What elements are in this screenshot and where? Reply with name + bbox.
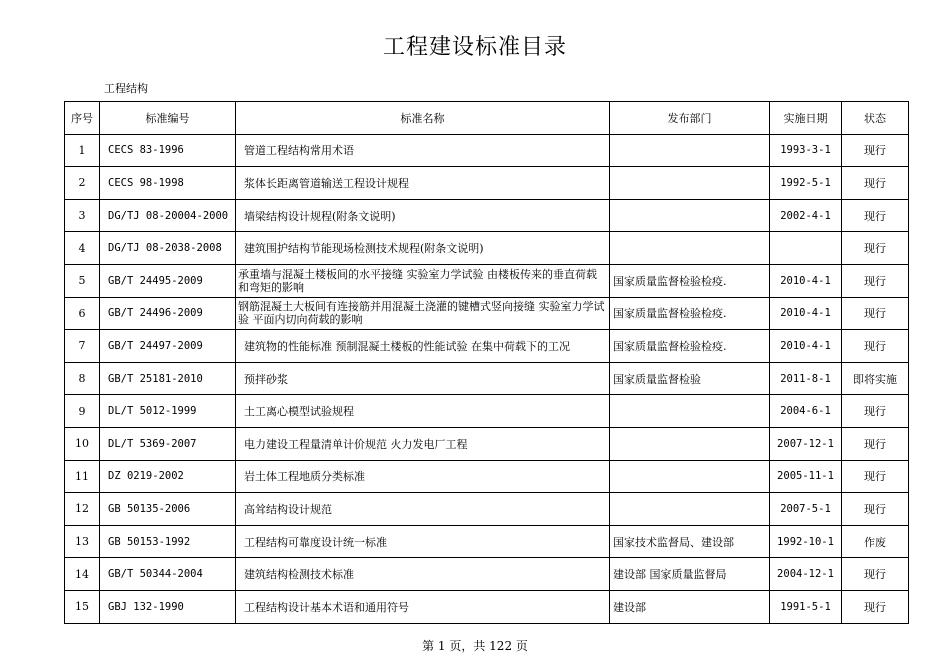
cell-code: DL/T 5369-2007 bbox=[100, 427, 236, 460]
cell-dept: 国家质量监督检验检疫. bbox=[610, 330, 770, 363]
cell-date: 2002-4-1 bbox=[770, 199, 842, 232]
cell-code: GB/T 24497-2009 bbox=[100, 330, 236, 363]
cell-status: 现行 bbox=[842, 427, 909, 460]
cell-date: 1992-5-1 bbox=[770, 167, 842, 200]
cell-seq: 10 bbox=[65, 427, 100, 460]
cell-status: 现行 bbox=[842, 590, 909, 623]
cell-code: GBJ 132-1990 bbox=[100, 590, 236, 623]
cell-name: 工程结构设计基本术语和通用符号 bbox=[236, 590, 610, 623]
cell-name: 电力建设工程量清单计价规范 火力发电厂工程 bbox=[236, 427, 610, 460]
header-code: 标准编号 bbox=[100, 102, 236, 135]
cell-dept: 建设部 bbox=[610, 590, 770, 623]
cell-code: CECS 83-1996 bbox=[100, 134, 236, 167]
table-row bbox=[65, 427, 909, 460]
cell-name: 建筑围护结构节能现场检测技术规程(附条文说明) bbox=[236, 232, 610, 265]
standards-table bbox=[64, 101, 909, 624]
cell-name: 岩土体工程地质分类标准 bbox=[236, 460, 610, 493]
cell-dept: 国家质量监督检验检疫. bbox=[610, 264, 770, 297]
table-row bbox=[65, 297, 909, 330]
cell-status: 现行 bbox=[842, 264, 909, 297]
cell-dept bbox=[610, 460, 770, 493]
cell-code: CECS 98-1998 bbox=[100, 167, 236, 200]
cell-date: 1993-3-1 bbox=[770, 134, 842, 167]
header-status: 状态 bbox=[842, 102, 909, 135]
cell-dept bbox=[610, 493, 770, 526]
header-date: 实施日期 bbox=[770, 102, 842, 135]
cell-date: 2011-8-1 bbox=[770, 362, 842, 395]
cell-code: GB 50135-2006 bbox=[100, 493, 236, 526]
cell-name: 建筑物的性能标准 预制混凝土楼板的性能试验 在集中荷载下的工况 bbox=[236, 330, 610, 363]
cell-name: 浆体长距离管道输送工程设计规程 bbox=[236, 167, 610, 200]
cell-name: 钢筋混凝土大板间有连接筋并用混凝土浇灌的键槽式竖向接缝 实验室力学试验 平面内切向荷载的影响 bbox=[236, 297, 610, 330]
cell-date: 2010-4-1 bbox=[770, 297, 842, 330]
cell-date: 2007-5-1 bbox=[770, 493, 842, 526]
cell-date bbox=[770, 232, 842, 265]
cell-seq: 8 bbox=[65, 362, 100, 395]
cell-status: 现行 bbox=[842, 395, 909, 428]
cell-seq: 12 bbox=[65, 493, 100, 526]
cell-dept: 国家质量监督检验 bbox=[610, 362, 770, 395]
table-row bbox=[65, 460, 909, 493]
cell-dept: 国家质量监督检验检疫. bbox=[610, 297, 770, 330]
header-name: 标准名称 bbox=[236, 102, 610, 135]
cell-seq: 9 bbox=[65, 395, 100, 428]
table-row bbox=[65, 232, 909, 265]
table-row bbox=[65, 134, 909, 167]
cell-status: 现行 bbox=[842, 199, 909, 232]
cell-date: 1991-5-1 bbox=[770, 590, 842, 623]
cell-status: 现行 bbox=[842, 134, 909, 167]
cell-code: GB/T 24496-2009 bbox=[100, 297, 236, 330]
cell-code: GB/T 25181-2010 bbox=[100, 362, 236, 395]
cell-name: 预拌砂浆 bbox=[236, 362, 610, 395]
cell-date: 2004-6-1 bbox=[770, 395, 842, 428]
cell-status: 现行 bbox=[842, 493, 909, 526]
cell-code: GB/T 24495-2009 bbox=[100, 264, 236, 297]
cell-status: 现行 bbox=[842, 167, 909, 200]
cell-code: GB 50153-1992 bbox=[100, 525, 236, 558]
table-row bbox=[65, 493, 909, 526]
cell-seq: 14 bbox=[65, 558, 100, 591]
cell-status: 现行 bbox=[842, 460, 909, 493]
table-row bbox=[65, 167, 909, 200]
cell-name: 承重墙与混凝土楼板间的水平接缝 实验室力学试验 由楼板传来的垂直荷载和弯矩的影响 bbox=[236, 264, 610, 297]
table-row bbox=[65, 395, 909, 428]
cell-seq: 11 bbox=[65, 460, 100, 493]
table-row bbox=[65, 264, 909, 297]
cell-date: 2004-12-1 bbox=[770, 558, 842, 591]
cell-status: 即将实施 bbox=[842, 362, 909, 395]
cell-seq: 7 bbox=[65, 330, 100, 363]
cell-code: DG/TJ 08-20004-2000 bbox=[100, 199, 236, 232]
cell-code: GB/T 50344-2004 bbox=[100, 558, 236, 591]
cell-dept bbox=[610, 134, 770, 167]
cell-date: 2007-12-1 bbox=[770, 427, 842, 460]
cell-seq: 3 bbox=[65, 199, 100, 232]
cell-code: DL/T 5012-1999 bbox=[100, 395, 236, 428]
cell-seq: 2 bbox=[65, 167, 100, 200]
table-row bbox=[65, 199, 909, 232]
cell-date: 1992-10-1 bbox=[770, 525, 842, 558]
table-row bbox=[65, 590, 909, 623]
cell-dept bbox=[610, 427, 770, 460]
cell-seq: 1 bbox=[65, 134, 100, 167]
cell-seq: 6 bbox=[65, 297, 100, 330]
table-row bbox=[65, 525, 909, 558]
cell-status: 现行 bbox=[842, 330, 909, 363]
cell-name: 工程结构可靠度设计统一标准 bbox=[236, 525, 610, 558]
cell-name: 土工离心模型试验规程 bbox=[236, 395, 610, 428]
header-seq: 序号 bbox=[65, 102, 100, 135]
cell-date: 2010-4-1 bbox=[770, 330, 842, 363]
cell-seq: 4 bbox=[65, 232, 100, 265]
table-row bbox=[65, 362, 909, 395]
table-row bbox=[65, 558, 909, 591]
cell-status: 现行 bbox=[842, 232, 909, 265]
cell-seq: 13 bbox=[65, 525, 100, 558]
cell-status: 现行 bbox=[842, 558, 909, 591]
cell-dept bbox=[610, 199, 770, 232]
cell-date: 2010-4-1 bbox=[770, 264, 842, 297]
table-header-row bbox=[65, 102, 909, 135]
cell-date: 2005-11-1 bbox=[770, 460, 842, 493]
section-label: 工程结构 bbox=[104, 82, 148, 95]
document-title: 工程建设标准目录 bbox=[382, 35, 567, 60]
cell-status: 作废 bbox=[842, 525, 909, 558]
cell-code: DG/TJ 08-2038-2008 bbox=[100, 232, 236, 265]
table-row bbox=[65, 330, 909, 363]
cell-seq: 5 bbox=[65, 264, 100, 297]
cell-dept bbox=[610, 232, 770, 265]
cell-dept: 建设部 国家质量监督局 bbox=[610, 558, 770, 591]
cell-status: 现行 bbox=[842, 297, 909, 330]
cell-name: 建筑结构检测技术标准 bbox=[236, 558, 610, 591]
page-footer: 第 1 页，共 122 页 bbox=[422, 639, 528, 653]
cell-name: 管道工程结构常用术语 bbox=[236, 134, 610, 167]
cell-name: 高耸结构设计规范 bbox=[236, 493, 610, 526]
cell-code: DZ 0219-2002 bbox=[100, 460, 236, 493]
cell-seq: 15 bbox=[65, 590, 100, 623]
cell-dept bbox=[610, 167, 770, 200]
cell-dept: 国家技术监督局、建设部 bbox=[610, 525, 770, 558]
cell-name: 墙梁结构设计规程(附条文说明) bbox=[236, 199, 610, 232]
header-dept: 发布部门 bbox=[610, 102, 770, 135]
cell-dept bbox=[610, 395, 770, 428]
